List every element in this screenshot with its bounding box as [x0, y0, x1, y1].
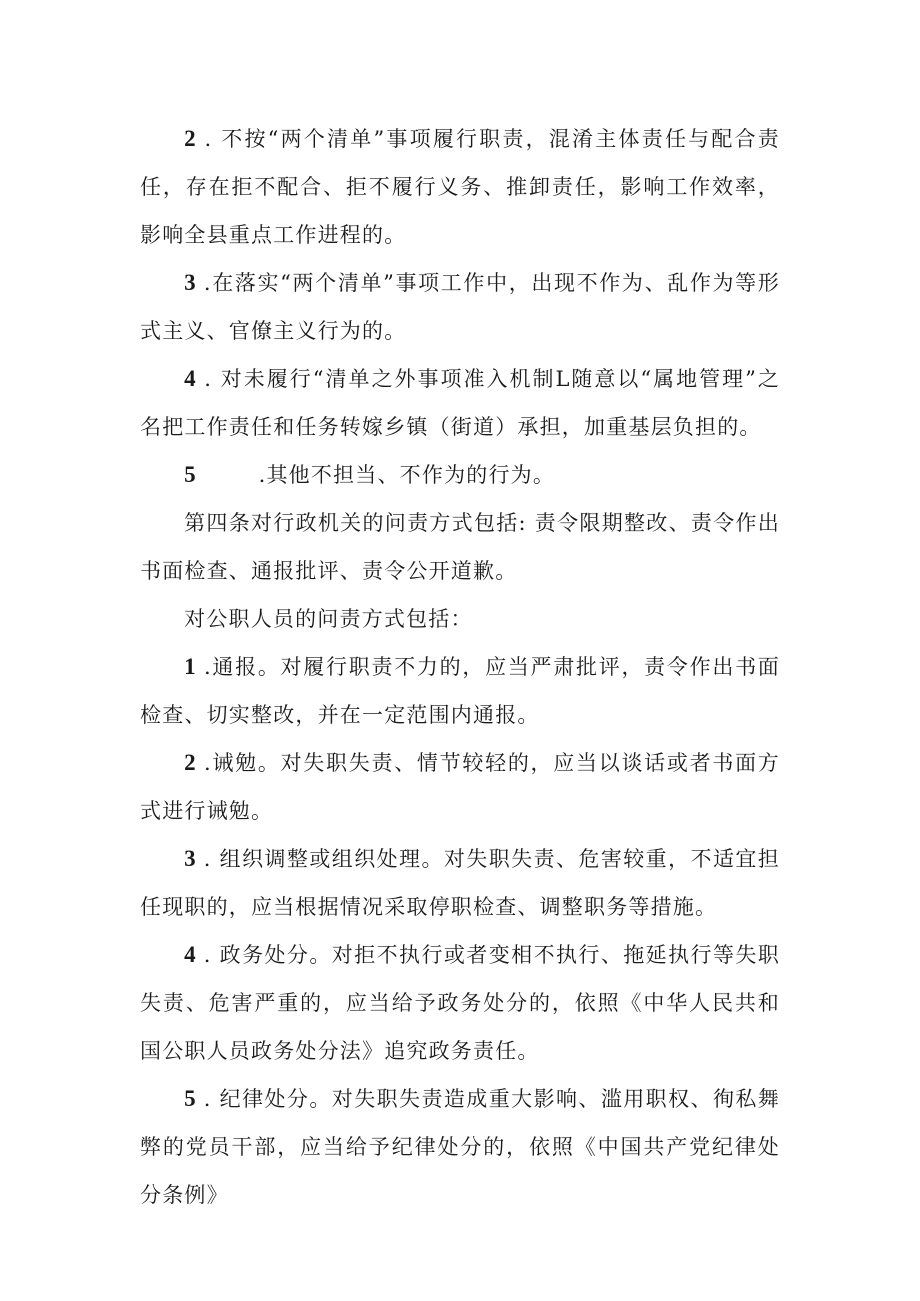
paragraph-text: 第四条对行政机关的问责方式包括: 责令限期整改、责令作出书面检查、通报批评、责令公开道歉。 — [140, 511, 780, 583]
paragraph-method-1 — [140, 643, 780, 739]
paragraph-text: . 组织调整或组织处理。对失职失责、危害较重，不适宜担任现职的，应当根据情况采取停职检查、调整职务等措施。 — [140, 847, 780, 919]
paragraph-text: . 纪律处分。对失职失责造成重大影响、滥用职权、徇私舞弊的党员干部，应当给予纪律处分的，依照《中国共产党纪律处分条例》 — [140, 1087, 780, 1207]
paragraph-text: . 不按“两个清单”事项履行职责，混淆主体责任与配合责任，存在拒不配合、拒不履行义务、推卸责任，影响工作效率，影响全县重点工作进程的。 — [140, 127, 780, 247]
item-number: 4 — [184, 942, 196, 967]
paragraph-article-4 — [140, 499, 780, 595]
item-number: 2 — [184, 126, 196, 151]
paragraph-text: .在落实“两个清单”事项工作中，出现不作为、乱作为等形式主义、官僚主义行为的。 — [140, 271, 780, 343]
paragraph-text: .诫勉。对失职失责、情节较轻的，应当以谈话或者书面方式进行诫勉。 — [140, 751, 780, 823]
paragraph-method-5 — [140, 1075, 780, 1219]
paragraph-item-2 — [140, 115, 780, 259]
paragraph-public-officials-intro — [140, 595, 780, 643]
item-number: 3 — [184, 846, 196, 871]
paragraph-item-3 — [140, 259, 780, 355]
item-number: 1 — [184, 654, 196, 679]
paragraph-method-2 — [140, 739, 780, 835]
item-number: 4 — [184, 366, 196, 391]
paragraph-item-4 — [140, 355, 780, 451]
item-number: 3 — [184, 270, 196, 295]
paragraph-item-5 — [140, 451, 780, 499]
paragraph-method-3 — [140, 835, 780, 931]
item-number: 2 — [184, 750, 196, 775]
paragraph-text: .通报。对履行职责不力的，应当严肃批评，责令作出书面检查、切实整改，并在一定范围内通报。 — [140, 655, 780, 727]
paragraph-method-4 — [140, 931, 780, 1075]
item-number: 5 — [184, 1086, 196, 1111]
paragraph-text: .其他不担当、不作为的行为。 — [195, 463, 556, 487]
document-body — [140, 115, 780, 1219]
paragraph-text: . 对未履行“清单之外事项准入机制L随意以“属地管理”之名把工作责任和任务转嫁乡镇（街道）承担，加重基层负担的。 — [140, 367, 780, 439]
paragraph-text: . 政务处分。对拒不执行或者变相不执行、拖延执行等失职失责、危害严重的，应当给予政务处分的，依照《中华人民共和国公职人员政务处分法》追究政务责任。 — [140, 943, 780, 1063]
item-number: 5 — [184, 462, 196, 487]
paragraph-text: 对公职人员的问责方式包括： — [184, 607, 473, 631]
